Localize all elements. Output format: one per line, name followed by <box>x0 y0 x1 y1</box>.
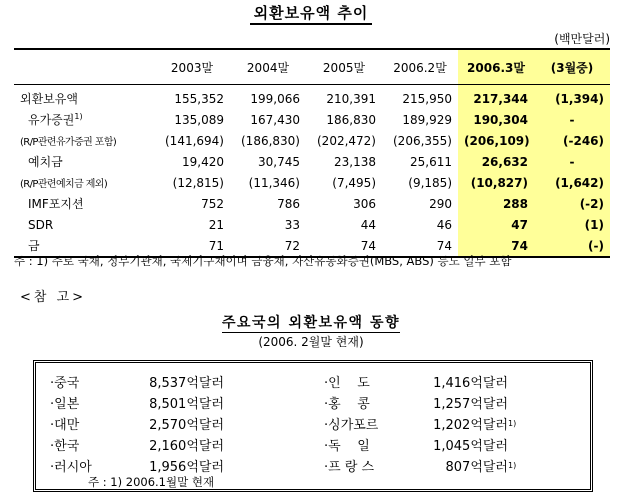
table-cell: (1) <box>534 214 610 235</box>
table-cell: 74 <box>458 235 534 257</box>
table-cell: 21 <box>208 217 224 232</box>
table-cell: (1,394) <box>534 85 610 110</box>
country-value: 1,257억달러 <box>433 397 508 412</box>
table-cell: (9,185) <box>408 175 452 190</box>
table-row <box>14 151 610 172</box>
country-name: ·일본 <box>50 397 80 412</box>
column-header: 2003말 <box>154 49 230 85</box>
table-cell: (12,815) <box>172 175 224 190</box>
footnote-marker: 1) <box>74 112 83 121</box>
table-cell: 33 <box>284 217 300 232</box>
country-name: ·대만 <box>50 418 80 433</box>
table-cell: (-2) <box>534 193 610 214</box>
table-cell: (202,472) <box>317 133 376 148</box>
country-value: 8,537억달러 <box>149 376 224 391</box>
subtitle-date: (2006. 2월말 현재) <box>258 335 364 349</box>
reserves-table <box>14 48 610 258</box>
table-row <box>14 130 610 151</box>
table-cell: 26,632 <box>458 151 534 172</box>
table-header-row <box>14 49 610 85</box>
table-cell: 199,066 <box>250 91 300 106</box>
table-cell: 167,430 <box>250 112 300 127</box>
table-cell: 210,391 <box>326 91 376 106</box>
country-item <box>50 392 224 413</box>
table-row <box>14 85 610 110</box>
table-cell: (141,694) <box>165 133 224 148</box>
table-cell: 189,929 <box>402 112 452 127</box>
table-cell: 786 <box>277 196 300 211</box>
table-cell: (10,827) <box>458 172 534 193</box>
country-item <box>50 455 224 476</box>
column-header: 2004말 <box>230 49 306 85</box>
country-item <box>324 371 516 392</box>
table-cell: 71 <box>154 235 230 257</box>
row-label: SDR <box>28 217 54 232</box>
footnote-marker: 1) <box>508 419 517 428</box>
table-footnote: 주 : 1) 주로 국채, 정부기관채, 국제기구채이며 금융채, 자산유동화증권(MBS, ABS) 등도 일부 포함 <box>14 254 512 268</box>
column-header: (3월중) <box>534 49 610 85</box>
country-item <box>324 413 516 434</box>
country-item <box>50 371 224 392</box>
country-reserves-box <box>33 360 593 492</box>
column-header: 2005말 <box>306 49 382 85</box>
country-list-right <box>324 371 516 476</box>
country-item <box>324 392 516 413</box>
country-value: 1,202억달러 <box>433 418 508 433</box>
table-cell: 23,138 <box>334 154 376 169</box>
table-cell: 30,745 <box>258 154 300 169</box>
table-cell: 215,950 <box>402 91 452 106</box>
table-cell: 306 <box>353 196 376 211</box>
table-cell: 190,304 <box>458 109 534 130</box>
country-name: ·인 도 <box>324 376 370 391</box>
row-label: 외환보유액 <box>20 92 78 106</box>
table-cell: 46 <box>436 217 452 232</box>
country-value: 1,956억달러 <box>149 460 224 475</box>
column-header: 2006.3말 <box>458 49 534 85</box>
footnote-marker: 1) <box>508 461 517 470</box>
reference-label: <참 고> <box>20 290 87 305</box>
table-cell: 74 <box>382 235 458 257</box>
country-value: 2,160억달러 <box>149 439 224 454</box>
country-name: ·러시아 <box>50 460 92 475</box>
table-cell: 290 <box>429 196 452 211</box>
table-cell: 186,830 <box>326 112 376 127</box>
row-label: (R/P관련유가증권 포함) <box>20 137 117 148</box>
country-list-left <box>50 371 224 476</box>
table-cell: 19,420 <box>182 154 224 169</box>
country-item <box>50 413 224 434</box>
country-name: ·프 랑 스 <box>324 460 375 475</box>
table-cell: - <box>534 109 610 130</box>
table-row <box>14 193 610 214</box>
row-label: IMF포지션 <box>28 197 84 211</box>
country-name: ·홍 콩 <box>324 397 370 412</box>
country-value: 2,570억달러 <box>149 418 224 433</box>
table-cell: 288 <box>458 193 534 214</box>
country-name: ·독 일 <box>324 439 370 454</box>
table-cell: 44 <box>360 217 376 232</box>
table-cell: (206,109) <box>458 130 534 151</box>
country-value: 1,045억달러 <box>433 439 508 454</box>
country-name: ·싱가포르 <box>324 418 379 433</box>
section-subtitle: 주요국의 외환보유액 동향 <box>221 315 400 331</box>
table-cell: (-246) <box>534 130 610 151</box>
table-cell: (7,495) <box>332 175 376 190</box>
row-label: (R/P관련예치금 제외) <box>20 179 108 190</box>
table-cell: (186,830) <box>241 133 300 148</box>
table-cell: (1,642) <box>534 172 610 193</box>
country-name: ·한국 <box>50 439 80 454</box>
box-footnote: 주 : 1) 2006.1월말 현재 <box>88 475 215 489</box>
country-name: ·중국 <box>50 376 80 391</box>
country-value: 8,501억달러 <box>149 397 224 412</box>
page-title: 외환보유액 추이 <box>0 2 622 23</box>
table-cell: 155,352 <box>174 91 224 106</box>
unit-label: (백만달러) <box>554 32 610 46</box>
table-row <box>14 214 610 235</box>
table-cell: 217,344 <box>458 85 534 110</box>
row-label: 금 <box>14 235 154 257</box>
table-cell: 25,611 <box>410 154 452 169</box>
table-cell: 74 <box>306 235 382 257</box>
table-cell: 752 <box>201 196 224 211</box>
column-header: 2006.2말 <box>382 49 458 85</box>
country-value: 1,416억달러 <box>433 376 508 391</box>
table-cell: 135,089 <box>174 112 224 127</box>
country-item <box>324 455 516 476</box>
country-value: 807억달러 <box>445 460 508 475</box>
table-cell: - <box>534 151 610 172</box>
country-item <box>324 434 516 455</box>
table-cell: (11,346) <box>248 175 300 190</box>
table-row <box>14 109 610 130</box>
table-cell: (-) <box>534 235 610 257</box>
table-cell: 72 <box>230 235 306 257</box>
table-row <box>14 172 610 193</box>
country-item <box>50 434 224 455</box>
table-cell: (206,355) <box>393 133 452 148</box>
table-cell: 47 <box>458 214 534 235</box>
column-header <box>14 49 154 85</box>
row-label: 유가증권$^{1)}$ <box>28 112 83 127</box>
row-label: 예치금 <box>28 155 63 169</box>
